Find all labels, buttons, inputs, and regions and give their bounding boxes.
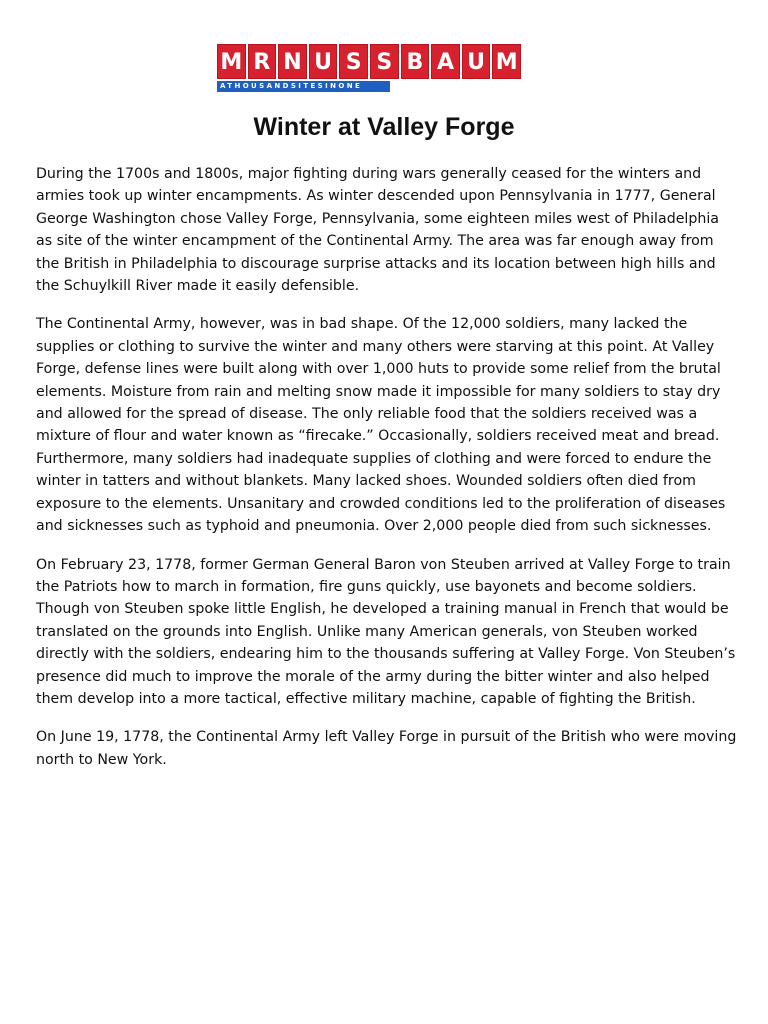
logo-letter-row — [217, 44, 521, 79]
logo-letter: N — [278, 44, 307, 79]
logo-letter: S — [339, 44, 368, 79]
logo-tagline: ATHOUSANDSITESINONE — [217, 81, 390, 92]
logo-letter: R — [248, 44, 277, 79]
logo-letter: M — [492, 44, 521, 79]
page-title: Winter at Valley Forge — [253, 113, 515, 141]
paragraph-3: On February 23, 1778, former German General Baron von Steuben arrived at Valley Forge to train the Patriots how to march in formation, fire guns quickly, use bayonets and become soldiers. Though von Steuben spoke little English, he developed a training manual in French that would be translated on the grounds into English. Unlike many American generals, von Steuben worked directly with the soldiers, endearing him to the thousands suffering at Valley Forge. Von Steuben’s presence did much to improve the morale of the army during the bitter winter and also helped them develop into a more tactical, effective military machine, capable of fighting the British. — [36, 556, 736, 707]
paragraph-2: The Continental Army, however, was in bad shape. Of the 12,000 soldiers, many lacked the supplies or clothing to survive the winter and many others were starving at this point. At Valley Forge, defense lines were built along with over 1,000 huts to provide some relief from the brutal elements. Moisture from rain and melting snow made it impossible for many soldiers to stay dry and allowed for the spread of disease. The only reliable food that the soldiers received was a mixture of flour and water known as “firecake.” Occasionally, soldiers received meat and bread. Furthermore, many soldiers had inadequate supplies of clothing and were forced to endure the winter in tatters and without blankets. Many lacked shoes. Wounded soldiers often died from exposure to the elements. Unsanitary and crowded conditions led to the proliferation of diseases and sicknesses such as typhoid and pneumonia. Over 2,000 people died from such sicknesses. — [36, 316, 726, 535]
document-body — [36, 163, 738, 787]
paragraph-1: During the 1700s and 1800s, major fighting during wars generally ceased for the winters and armies took up winter encampments. As winter descended upon Pennsylvania in 1777, General George Washington chose Valley Forge, Pennsylvania, some eighteen miles west of Philadelphia as site of the winter encampment of the Continental Army. The area was far enough away from the British in Philadelphia to discourage surprise attacks and its location between high hills and the Schuylkill River made it easily defensible. — [36, 166, 719, 295]
mrnussbaum-logo — [217, 44, 521, 92]
logo-letter: U — [462, 44, 491, 79]
logo-letter: A — [431, 44, 460, 79]
logo-letter: S — [370, 44, 399, 79]
logo-letter: M — [217, 44, 246, 79]
logo-letter: B — [401, 44, 430, 79]
paragraph-4: On June 19, 1778, the Continental Army left Valley Forge in pursuit of the British who were moving north to New York. — [36, 729, 737, 768]
logo-letter: U — [309, 44, 338, 79]
